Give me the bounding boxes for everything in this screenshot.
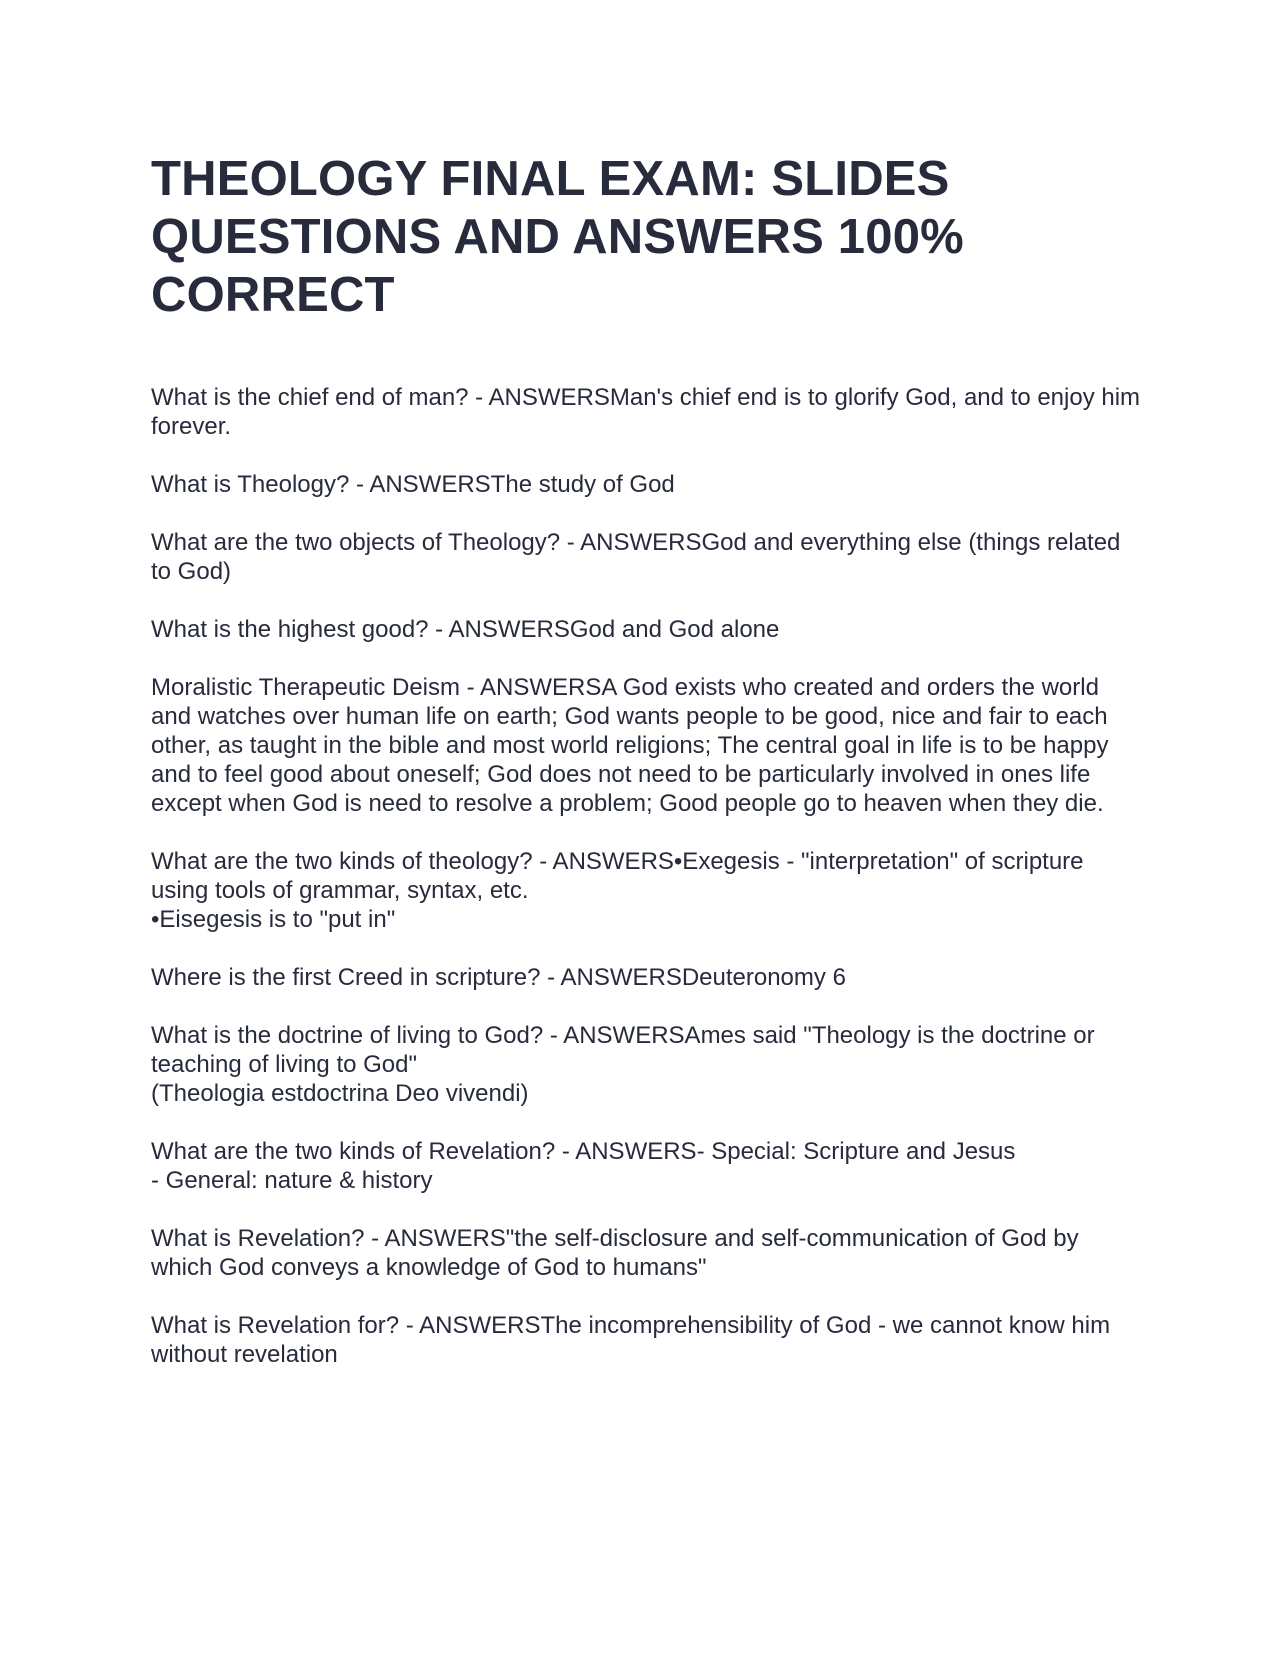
qa-item (151, 847, 1141, 934)
qa-text-line: Moralistic Therapeutic Deism - ANSWERSA God exists who created and orders the world and watches over human life on earth; God wants people to be good, nice and fair to each other, as taught in the bible and most world religions; The central goal in life is to be happy and to feel good about oneself; God does not need to be particularly involved in ones life except when God is need to resolve a problem; Good people go to heaven when they die. (151, 674, 1109, 817)
qa-text-line: (Theologia estdoctrina Deo vivendi) (151, 1080, 529, 1107)
qa-text-line: What is Revelation for? - ANSWERSThe incomprehensibility of God - we cannot know him without revelation (151, 1312, 1111, 1368)
qa-text-line: What is the chief end of man? - ANSWERSMan's chief end is to glorify God, and to enjoy him forever. (151, 384, 1141, 440)
qa-text-line: What is Revelation? - ANSWERS"the self-disclosure and self-communication of God by which God conveys a knowledge of God to humans" (151, 1225, 1079, 1281)
qa-text-line: What is Theology? - ANSWERSThe study of God (151, 471, 675, 498)
qa-item (151, 673, 1141, 818)
qa-item (151, 1021, 1141, 1108)
qa-item (151, 528, 1141, 586)
qa-text-line: Where is the first Creed in scripture? - ANSWERSDeuteronomy 6 (151, 964, 846, 991)
qa-text-line: - General: nature & history (151, 1167, 433, 1194)
qa-item (151, 1224, 1141, 1282)
qa-text-line: •Eisegesis is to "put in" (151, 906, 396, 933)
qa-text-line: What is the highest good? - ANSWERSGod and God alone (151, 616, 780, 643)
qa-item (151, 1137, 1141, 1195)
qa-text-line: What is the doctrine of living to God? - ANSWERSAmes said "Theology is the doctrine or teaching of living to God" (151, 1022, 1095, 1078)
qa-item (151, 1311, 1141, 1369)
qa-text-line: What are the two kinds of theology? - ANSWERS•Exegesis - "interpretation" of scripture using tools of grammar, syntax, etc. (151, 848, 1084, 904)
qa-item (151, 963, 1141, 992)
qa-item (151, 615, 1141, 644)
qa-text-line: What are the two objects of Theology? - ANSWERSGod and everything else (things related to God) (151, 529, 1121, 585)
qa-item (151, 470, 1141, 499)
qa-item (151, 383, 1141, 441)
document-title: THEOLOGY FINAL EXAM: SLIDES QUESTIONS AND ANSWERS 100% CORRECT (151, 152, 964, 322)
qa-list (151, 383, 1141, 1369)
document-body (151, 150, 1141, 1398)
qa-text-line: What are the two kinds of Revelation? - ANSWERS- Special: Scripture and Jesus (151, 1138, 1016, 1165)
